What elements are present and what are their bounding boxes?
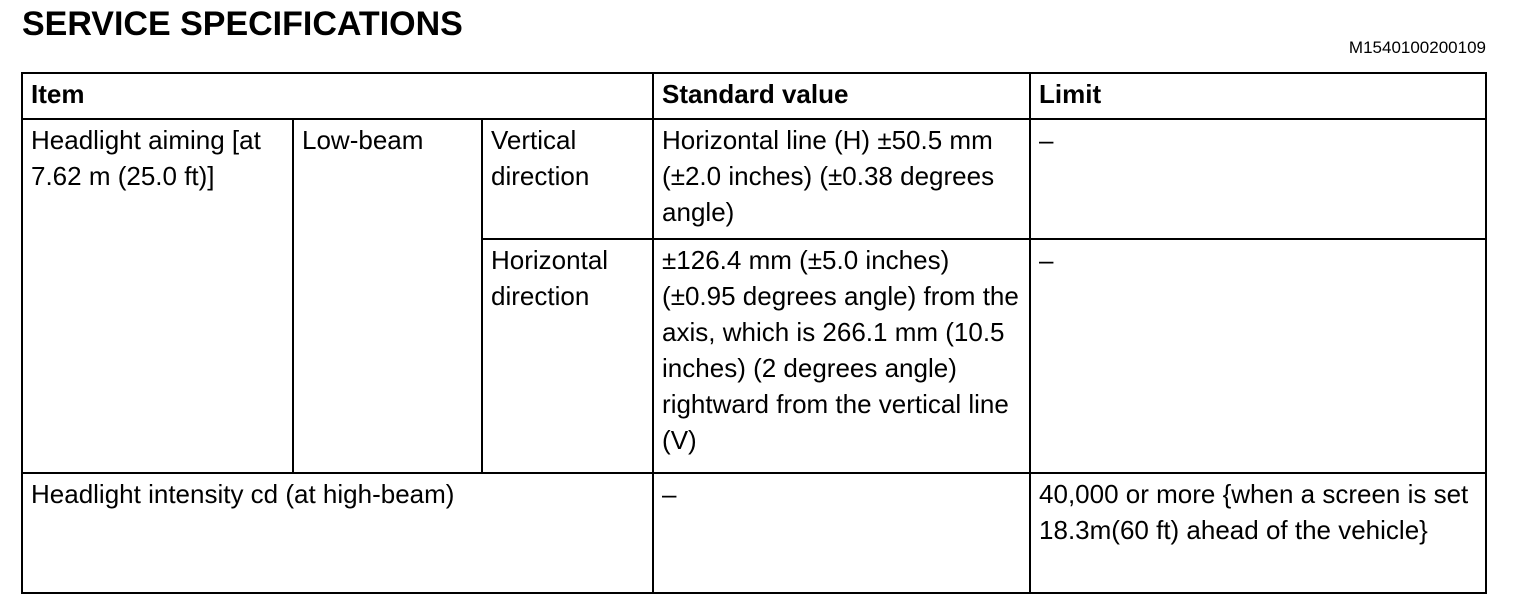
vertical-standard-value: Horizontal line (H) ±50.5 mm (±2.0 inches) (±0.38 degrees angle) xyxy=(653,119,1030,239)
headlight-intensity-label: Headlight intensity cd (at high-beam) xyxy=(22,473,653,593)
column-header-standard-value: Standard value xyxy=(653,73,1030,119)
horizontal-limit-value: – xyxy=(1030,239,1486,473)
table-header-row xyxy=(22,73,1486,119)
vertical-direction-cell: Vertical direction xyxy=(482,119,653,239)
column-header-item: Item xyxy=(22,73,653,119)
vertical-limit-value: – xyxy=(1030,119,1486,239)
intensity-limit-value: 40,000 or more {when a screen is set 18.3m(60 ft) ahead of the vehicle} xyxy=(1030,473,1486,593)
service-specifications-table xyxy=(21,72,1487,594)
document-code: M1540100200109 xyxy=(1348,38,1486,57)
intensity-standard-value: – xyxy=(653,473,1030,593)
horizontal-direction-cell: Horizontal direction xyxy=(482,239,653,473)
horizontal-standard-value: ±126.4 mm (±5.0 inches) (±0.95 degrees angle) from the axis, which is 266.1 mm (10.5 inches) (2 degrees angle) rightward from the vertical line (V) xyxy=(653,239,1030,473)
table-row xyxy=(22,473,1486,593)
headlight-aiming-label: Headlight aiming [at 7.62 m (25.0 ft)] xyxy=(22,119,293,473)
beam-type-cell: Low-beam xyxy=(293,119,482,473)
column-header-limit: Limit xyxy=(1030,73,1486,119)
table-row xyxy=(22,119,1486,239)
page-title: SERVICE SPECIFICATIONS xyxy=(22,5,463,43)
